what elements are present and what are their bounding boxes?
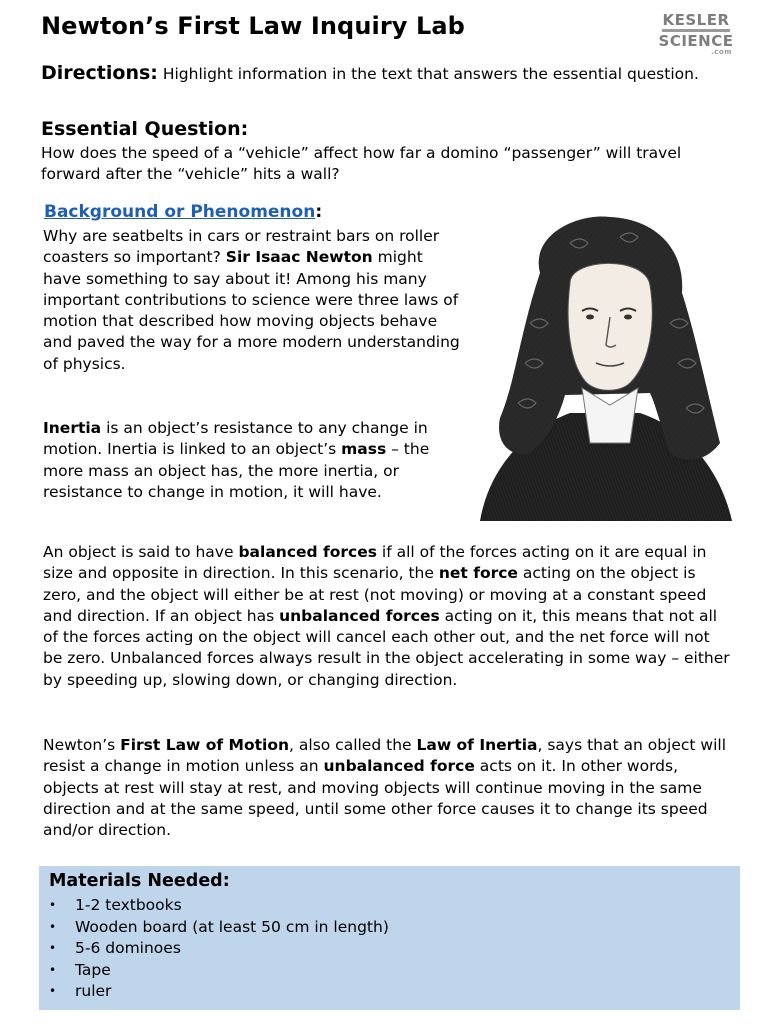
p3-bold-unbalanced-forces: unbalanced forces: [279, 606, 440, 625]
p3-bold-balanced-forces: balanced forces: [238, 543, 377, 561]
background-heading-colon: :: [315, 202, 323, 222]
p4-bold-unbalanced-force: unbalanced force: [323, 757, 475, 776]
background-heading: [44, 202, 322, 222]
p2-text-2: – the more mass an object has, the more inertia, or resistance to change in motion, it will have.: [43, 440, 430, 501]
background-paragraph-3: [43, 542, 733, 691]
p4-text-4: acts on it. In other words, objects at rest will stay at rest, and moving objects will continue moving in the same direction and at the same speed, until some other force causes it to change its speed and/or direction.: [43, 757, 708, 840]
p3-text-4: acting on it, this means that not all of the forces acting on the object will cancel each other out, and the net force will not be zero. Unbalanced forces always result in the object accelerating in some way – either by speeding up, slowing down, or changing direction.: [43, 606, 730, 689]
p1-text-1: Why are seatbelts in cars or restraint bars on roller coasters so important?: [43, 227, 440, 267]
p4-text-1: Newton’s: [43, 736, 121, 754]
list-item: [49, 981, 389, 1003]
directions-text: Highlight information in the text that answers the essential question.: [162, 65, 699, 83]
materials-heading: Materials Needed:: [49, 871, 230, 891]
p3-text-2: if all of the forces acting on it are equal in size and opposite in direction. In this scenario, the: [43, 543, 707, 583]
materials-list: [49, 895, 389, 1003]
list-item-text: Tape: [75, 960, 111, 979]
p4-text-3: , says that an object will resist a change in motion unless an: [43, 736, 727, 776]
list-item-text: ruler: [75, 982, 112, 1000]
bullet-icon: •: [49, 898, 57, 912]
list-item-text: 1-2 textbooks: [75, 896, 182, 914]
bullet-icon: •: [49, 984, 57, 998]
bullet-icon: •: [49, 941, 57, 955]
list-item: [49, 895, 389, 917]
list-item: [49, 960, 389, 982]
list-item-text: 5-6 dominoes: [75, 939, 181, 957]
list-item-text: Wooden board (at least 50 cm in length): [75, 917, 389, 936]
bullet-icon: •: [49, 919, 57, 934]
directions-label: Directions:: [41, 62, 158, 84]
p1-text-2: might have something to say about it! Among his many important contributions to science were three laws of motion that described how moving objects behave and paved the way for a more modern understanding of physics.: [43, 248, 460, 373]
logo-line-2: SCIENCE: [658, 32, 734, 50]
p3-text-3: acting on the object is zero, and the object will either be at rest (not moving) or moving at a constant speed and direction. If an object has: [43, 564, 707, 625]
essential-question-heading: Essential Question:: [41, 118, 249, 140]
logo-suffix: .com: [711, 48, 732, 56]
isaac-newton-portrait: [470, 213, 734, 521]
p4-bold-first-law: First Law of Motion: [120, 736, 290, 754]
kesler-science-logo: [656, 11, 736, 56]
directions: [41, 62, 731, 85]
p1-bold-newton: Sir Isaac Newton: [225, 248, 373, 267]
list-item: [49, 938, 389, 960]
essential-question-text: How does the speed of a “vehicle” affect how far a domino “passenger” will travel forward after the “vehicle” hits a wall?: [41, 144, 682, 183]
background-paragraph-1: [43, 226, 463, 375]
logo-line-1: KESLER: [662, 11, 730, 29]
p4-text-2: , also called the: [289, 736, 417, 754]
p2-bold-mass: mass: [341, 440, 387, 459]
p2-text-1: is an object’s resistance to any change in motion. Inertia is linked to an object’s: [43, 419, 428, 459]
background-paragraph-4: [43, 735, 733, 841]
page-title: Newton’s First Law Inquiry Lab: [41, 12, 465, 40]
p3-bold-net-force: net force: [438, 564, 518, 583]
bullet-icon: •: [49, 962, 57, 977]
p4-bold-law-of-inertia: Law of Inertia: [416, 736, 538, 754]
p3-text-1: An object is said to have: [43, 543, 239, 561]
background-link[interactable]: Background or Phenomenon: [44, 202, 316, 222]
materials-box: [39, 866, 740, 1010]
p2-bold-inertia: Inertia: [43, 419, 102, 437]
list-item: [49, 917, 389, 939]
background-paragraph-2: [43, 418, 463, 503]
